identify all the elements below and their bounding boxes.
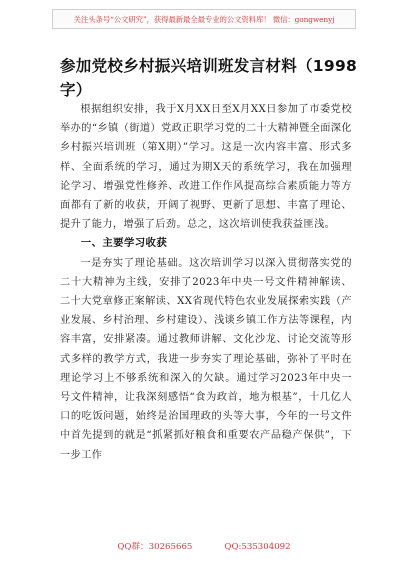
document-title: 参加党校乡村振兴培训班发言材料（1998字） [60, 57, 358, 99]
promo-banner [52, 9, 356, 29]
promo-banner-text: 关注头条号“公文研究”，获得最新最全最专业的公文资料库！ 微信：gongwenyj [73, 14, 335, 24]
footer-contact [0, 540, 408, 552]
intro-paragraph: 根据组织安排，我于X月XX日至X月XX日参加了市委党校举办的“乡镇（街道）党政正职学习党的二十大精神暨全面深化乡村振兴培训班（第X期）”学习。这是一次内容丰富、形式多样、全面系统的学习，通过为期X天的系统学习，我在加强理论学习、增强党性修养、改进工作作风提高综合素质能力等方面都有了新的收获，开阔了视野、更新了思想、丰富了理论、提升了能力，增强了后劲。总之，这次培训使我获益匪浅。 [60, 104, 352, 231]
section-heading: 一、主要学习收获 [80, 237, 168, 250]
document-body [60, 100, 352, 465]
footer-qq-group: QQ群：30265665 [117, 542, 193, 552]
footer-qq: QQ:535304092 [224, 542, 291, 552]
body-paragraph: 一是夯实了理论基础。这次培训学习以深入贯彻落实党的二十大精神为主线，安排了2023年中央一号文件精神解读、二十大党章修正案解读、XX省现代特色农业发展探索实践（产业发展、乡村治理、乡村建设）、浅谈乡镇工作方法等课程，内容丰富，安排紧凑。通过教师讲解、文化沙龙、讨论交流等形式多样的教学方式，我进一步夯实了理论基础，弥补了平时在理论学习上不够系统和深入的欠缺。通过学习2023年中央一号文件精神，让我深刻感悟“食为政首，地为根基”，十几亿人口的吃饭问题，始终是治国理政的头等大事，今年的一号文件中首先提到的就是“抓紧抓好粮食和重要农产品稳产保供”，下一步工作 [60, 257, 352, 461]
